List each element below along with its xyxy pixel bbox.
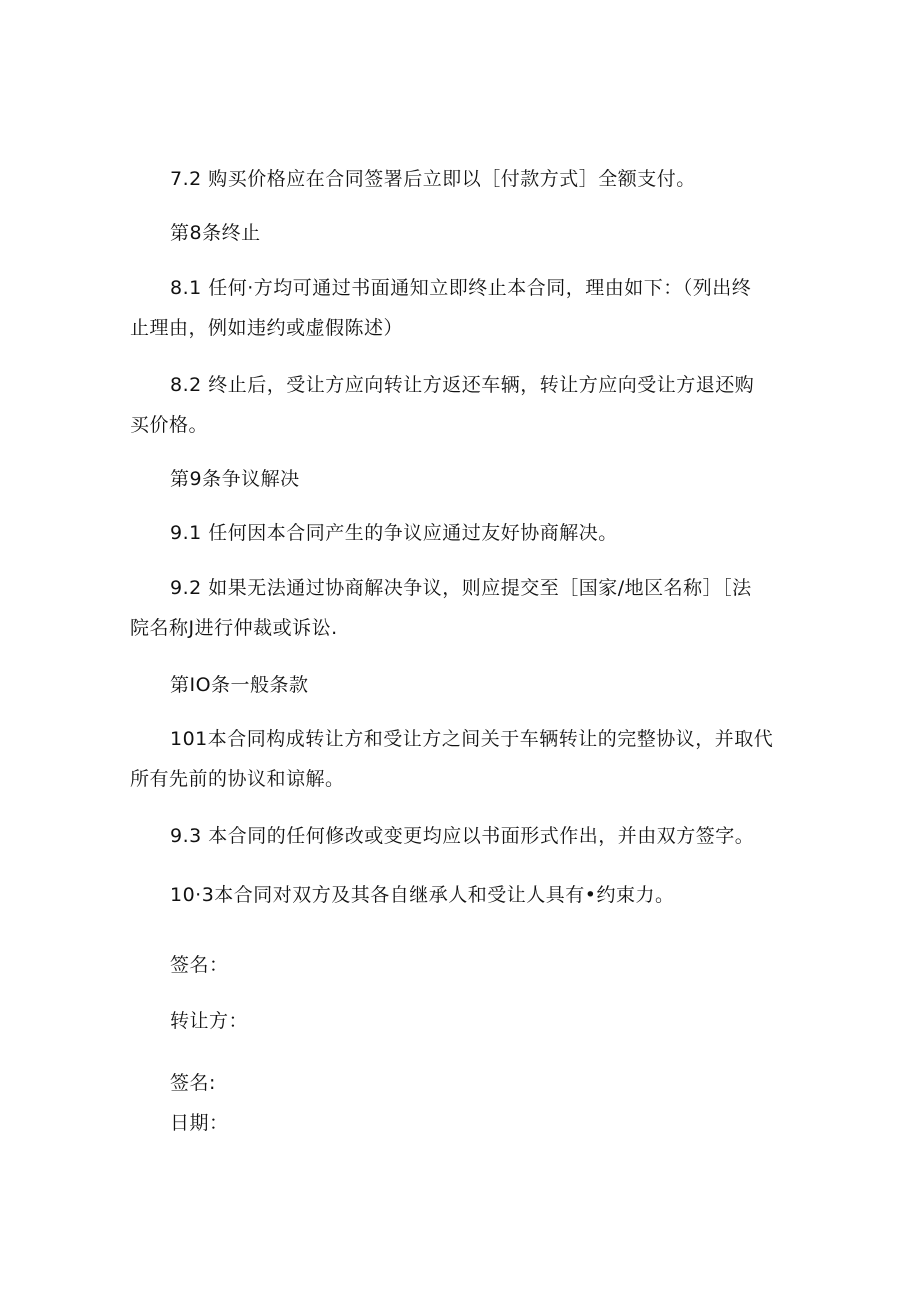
- article-9-heading: 第9条争议解决: [170, 468, 300, 490]
- transferor-label: 转让方：: [170, 1010, 249, 1032]
- article-10-heading: 第IO条一般条款: [170, 674, 309, 696]
- signature-label: 签名：: [170, 954, 229, 976]
- clause-10-1-line1: 101本合同构成转让方和受让方之间关于车辆转让的完整协议，并取代: [170, 728, 774, 750]
- clause-8-1-line2: 止理由，例如违约或虚假陈述）: [130, 317, 404, 339]
- date-label: 日期：: [170, 1112, 229, 1134]
- clause-8-2-line1: 8.2 终止后，受让方应向转让方返还车辆，转让方应向受让方退还购: [170, 374, 755, 396]
- article-8-heading: 第8条终止: [170, 222, 261, 244]
- clause-9-2-line2: 院名称J进行仲裁或诉讼.: [130, 617, 338, 639]
- clause-7-2: 7.2 购买价格应在合同签署后立即以［付款方式］全额支付。: [170, 168, 696, 190]
- clause-8-2-line2: 买价格。: [130, 414, 209, 436]
- clause-9-1: 9.1 任何因本合同产生的争议应通过友好协商解决。: [170, 522, 618, 544]
- clause-10-3: 10·3本合同对双方及其各自继承人和受让人具有•约束力。: [170, 884, 675, 906]
- signature-label-2: 签名:: [170, 1072, 216, 1094]
- clause-8-1-line1: 8.1 任何·方均可通过书面通知立即终止本合同，理由如下：（列出终: [170, 277, 752, 299]
- clause-9-2-line1: 9.2 如果无法通过协商解决争议，则应提交至［国家/地区名称］［法: [170, 577, 752, 599]
- clause-10-1-line2: 所有先前的协议和谅解。: [130, 768, 345, 790]
- clause-9-3: 9.3 本合同的任何修改或变更均应以书面形式作出，并由双方签字。: [170, 825, 755, 847]
